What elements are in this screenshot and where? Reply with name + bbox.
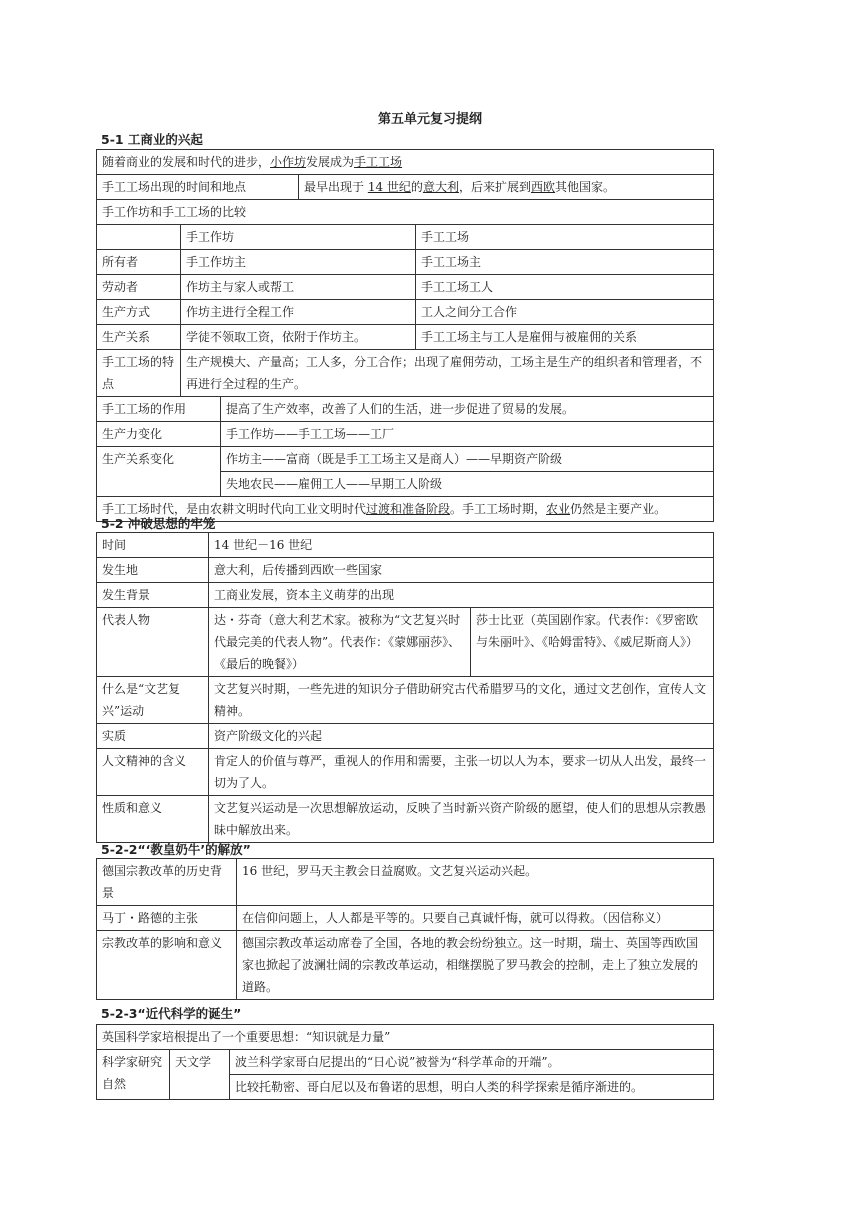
table-cell: 工人之间分工合作 xyxy=(416,300,714,325)
table-cell: 手工工场工人 xyxy=(416,275,714,300)
row-label: 时间 xyxy=(97,533,209,558)
table-cell: 莎士比亚（英国剧作家。代表作：《罗密欧与朱丽叶》、《哈姆雷特》、《威尼斯商人》） xyxy=(471,608,714,677)
row-label: 代表人物 xyxy=(97,608,209,677)
intro-row: 随着商业的发展和时代的进步，小作坊发展成为手工工场 xyxy=(97,150,714,175)
table-cell: 手工作坊——手工工场——工厂 xyxy=(221,422,714,447)
time-label: 手工工场出现的时间和地点 xyxy=(97,175,299,200)
table-cell: 德国宗教改革运动席卷了全国，各地的教会纷纷独立。这一时期，瑞士、英国等西欧国家也掀起了波澜壮阔的宗教改革运动，相继摆脱了罗马教会的控制，走上了独立发展的道路。 xyxy=(237,931,714,1000)
table-cell: 作坊主——富商（既是手工工场主又是商人）——早期资产阶级 xyxy=(221,447,714,472)
row-label: 人文精神的含义 xyxy=(97,749,209,796)
section-heading-5-2-3: 5-2-3“近代科学的诞生” xyxy=(101,1006,242,1021)
row-label: 生产力变化 xyxy=(97,422,221,447)
table-cell: 失地农民——雇佣工人——早期工人阶级 xyxy=(221,472,714,497)
row-label: 性质和意义 xyxy=(97,796,209,843)
table-cell: 生产规模大、产量高；工人多，分工合作；出现了雇佣劳动，工场主是生产的组织者和管理者，不再进行全过程的生产。 xyxy=(181,350,714,397)
table-cell: 学徒不领取工资，依附于作坊主。 xyxy=(181,325,416,350)
summary-row: 手工工场时代，是由农耕文明时代向工业文明时代过渡和准备阶段。手工工场时期，农业仍然是主要产业。 xyxy=(97,497,714,522)
table-cell: 提高了生产效率，改善了人们的生活，进一步促进了贸易的发展。 xyxy=(221,397,714,422)
page-title: 第五单元复习提纲 xyxy=(377,112,482,127)
compare-label: 手工作坊和手工工场的比较 xyxy=(97,200,714,225)
table-5-2 xyxy=(96,532,714,843)
row-label: 生产方式 xyxy=(97,300,181,325)
table-cell xyxy=(97,225,181,250)
table-cell: 波兰科学家哥白尼提出的“日心说”被誉为“科学革命的开端”。 xyxy=(230,1050,714,1075)
table-cell: 在信仰问题上，人人都是平等的。只要自己真诚忏悔，就可以得救。（因信称义） xyxy=(237,906,714,931)
section-heading-5-2-2: 5-2-2“‘教皇奶牛’的解放” xyxy=(101,842,251,857)
table-cell: 比较托勒密、哥白尼以及布鲁诺的思想，明白人类的科学探索是循序渐进的。 xyxy=(230,1075,714,1100)
section-heading-5-1: 5-1 工商业的兴起 xyxy=(101,132,203,147)
table-cell: 文艺复兴运动是一次思想解放运动，反映了当时新兴资产阶级的愿望，使人们的思想从宗教愚昧中解放出来。 xyxy=(209,796,714,843)
table-cell: 手工作坊主 xyxy=(181,250,416,275)
row-label: 科学家研究自然 xyxy=(97,1050,170,1100)
table-cell: 达・芬奇（意大利艺术家。被称为“文艺复兴时代最完美的代表人物”。代表作：《蒙娜丽莎》、《最后的晚餐》） xyxy=(209,608,471,677)
column-header: 手工工场 xyxy=(416,225,714,250)
table-cell: 意大利，后传播到西欧一些国家 xyxy=(209,558,714,583)
section-heading-5-2: 5-2 冲破思想的牢笼 xyxy=(101,516,216,531)
row-label: 生产关系变化 xyxy=(97,447,221,497)
table-cell: 手工工场主与工人是雇佣与被雇佣的关系 xyxy=(416,325,714,350)
table-cell: 14 世纪－16 世纪 xyxy=(209,533,714,558)
row-label: 生产关系 xyxy=(97,325,181,350)
row-label: 天文学 xyxy=(170,1050,230,1100)
table-cell: 作坊主与家人或帮工 xyxy=(181,275,416,300)
row-label: 发生背景 xyxy=(97,583,209,608)
table-cell: 肯定人的价值与尊严，重视人的作用和需要，主张一切以人为本，要求一切从人出发，最终一切为了人。 xyxy=(209,749,714,796)
table-cell: 英国科学家培根提出了一个重要思想：“知识就是力量” xyxy=(97,1025,714,1050)
table-cell: 手工工场主 xyxy=(416,250,714,275)
row-label: 所有者 xyxy=(97,250,181,275)
table-5-1 xyxy=(96,149,714,522)
row-label: 什么是“文艺复兴”运动 xyxy=(97,677,209,724)
row-label: 手工工场的作用 xyxy=(97,397,221,422)
row-label: 劳动者 xyxy=(97,275,181,300)
table-cell: 作坊主进行全程工作 xyxy=(181,300,416,325)
column-header: 手工作坊 xyxy=(181,225,416,250)
row-label: 实质 xyxy=(97,724,209,749)
table-cell: 16 世纪，罗马天主教会日益腐败。文艺复兴运动兴起。 xyxy=(237,859,714,906)
row-label: 发生地 xyxy=(97,558,209,583)
table-cell: 工商业发展，资本主义萌芽的出现 xyxy=(209,583,714,608)
row-label: 德国宗教改革的历史背景 xyxy=(97,859,237,906)
row-label: 手工工场的特点 xyxy=(97,350,181,397)
table-5-2-3 xyxy=(96,1024,714,1100)
row-label: 马丁・路德的主张 xyxy=(97,906,237,931)
table-5-2-2 xyxy=(96,858,714,1000)
table-cell: 文艺复兴时期，一些先进的知识分子借助研究古代希腊罗马的文化，通过文艺创作，宣传人文精神。 xyxy=(209,677,714,724)
time-value: 最早出现于 14 世纪的意大利，后来扩展到西欧其他国家。 xyxy=(299,175,714,200)
row-label: 宗教改革的影响和意义 xyxy=(97,931,237,1000)
table-cell: 资产阶级文化的兴起 xyxy=(209,724,714,749)
